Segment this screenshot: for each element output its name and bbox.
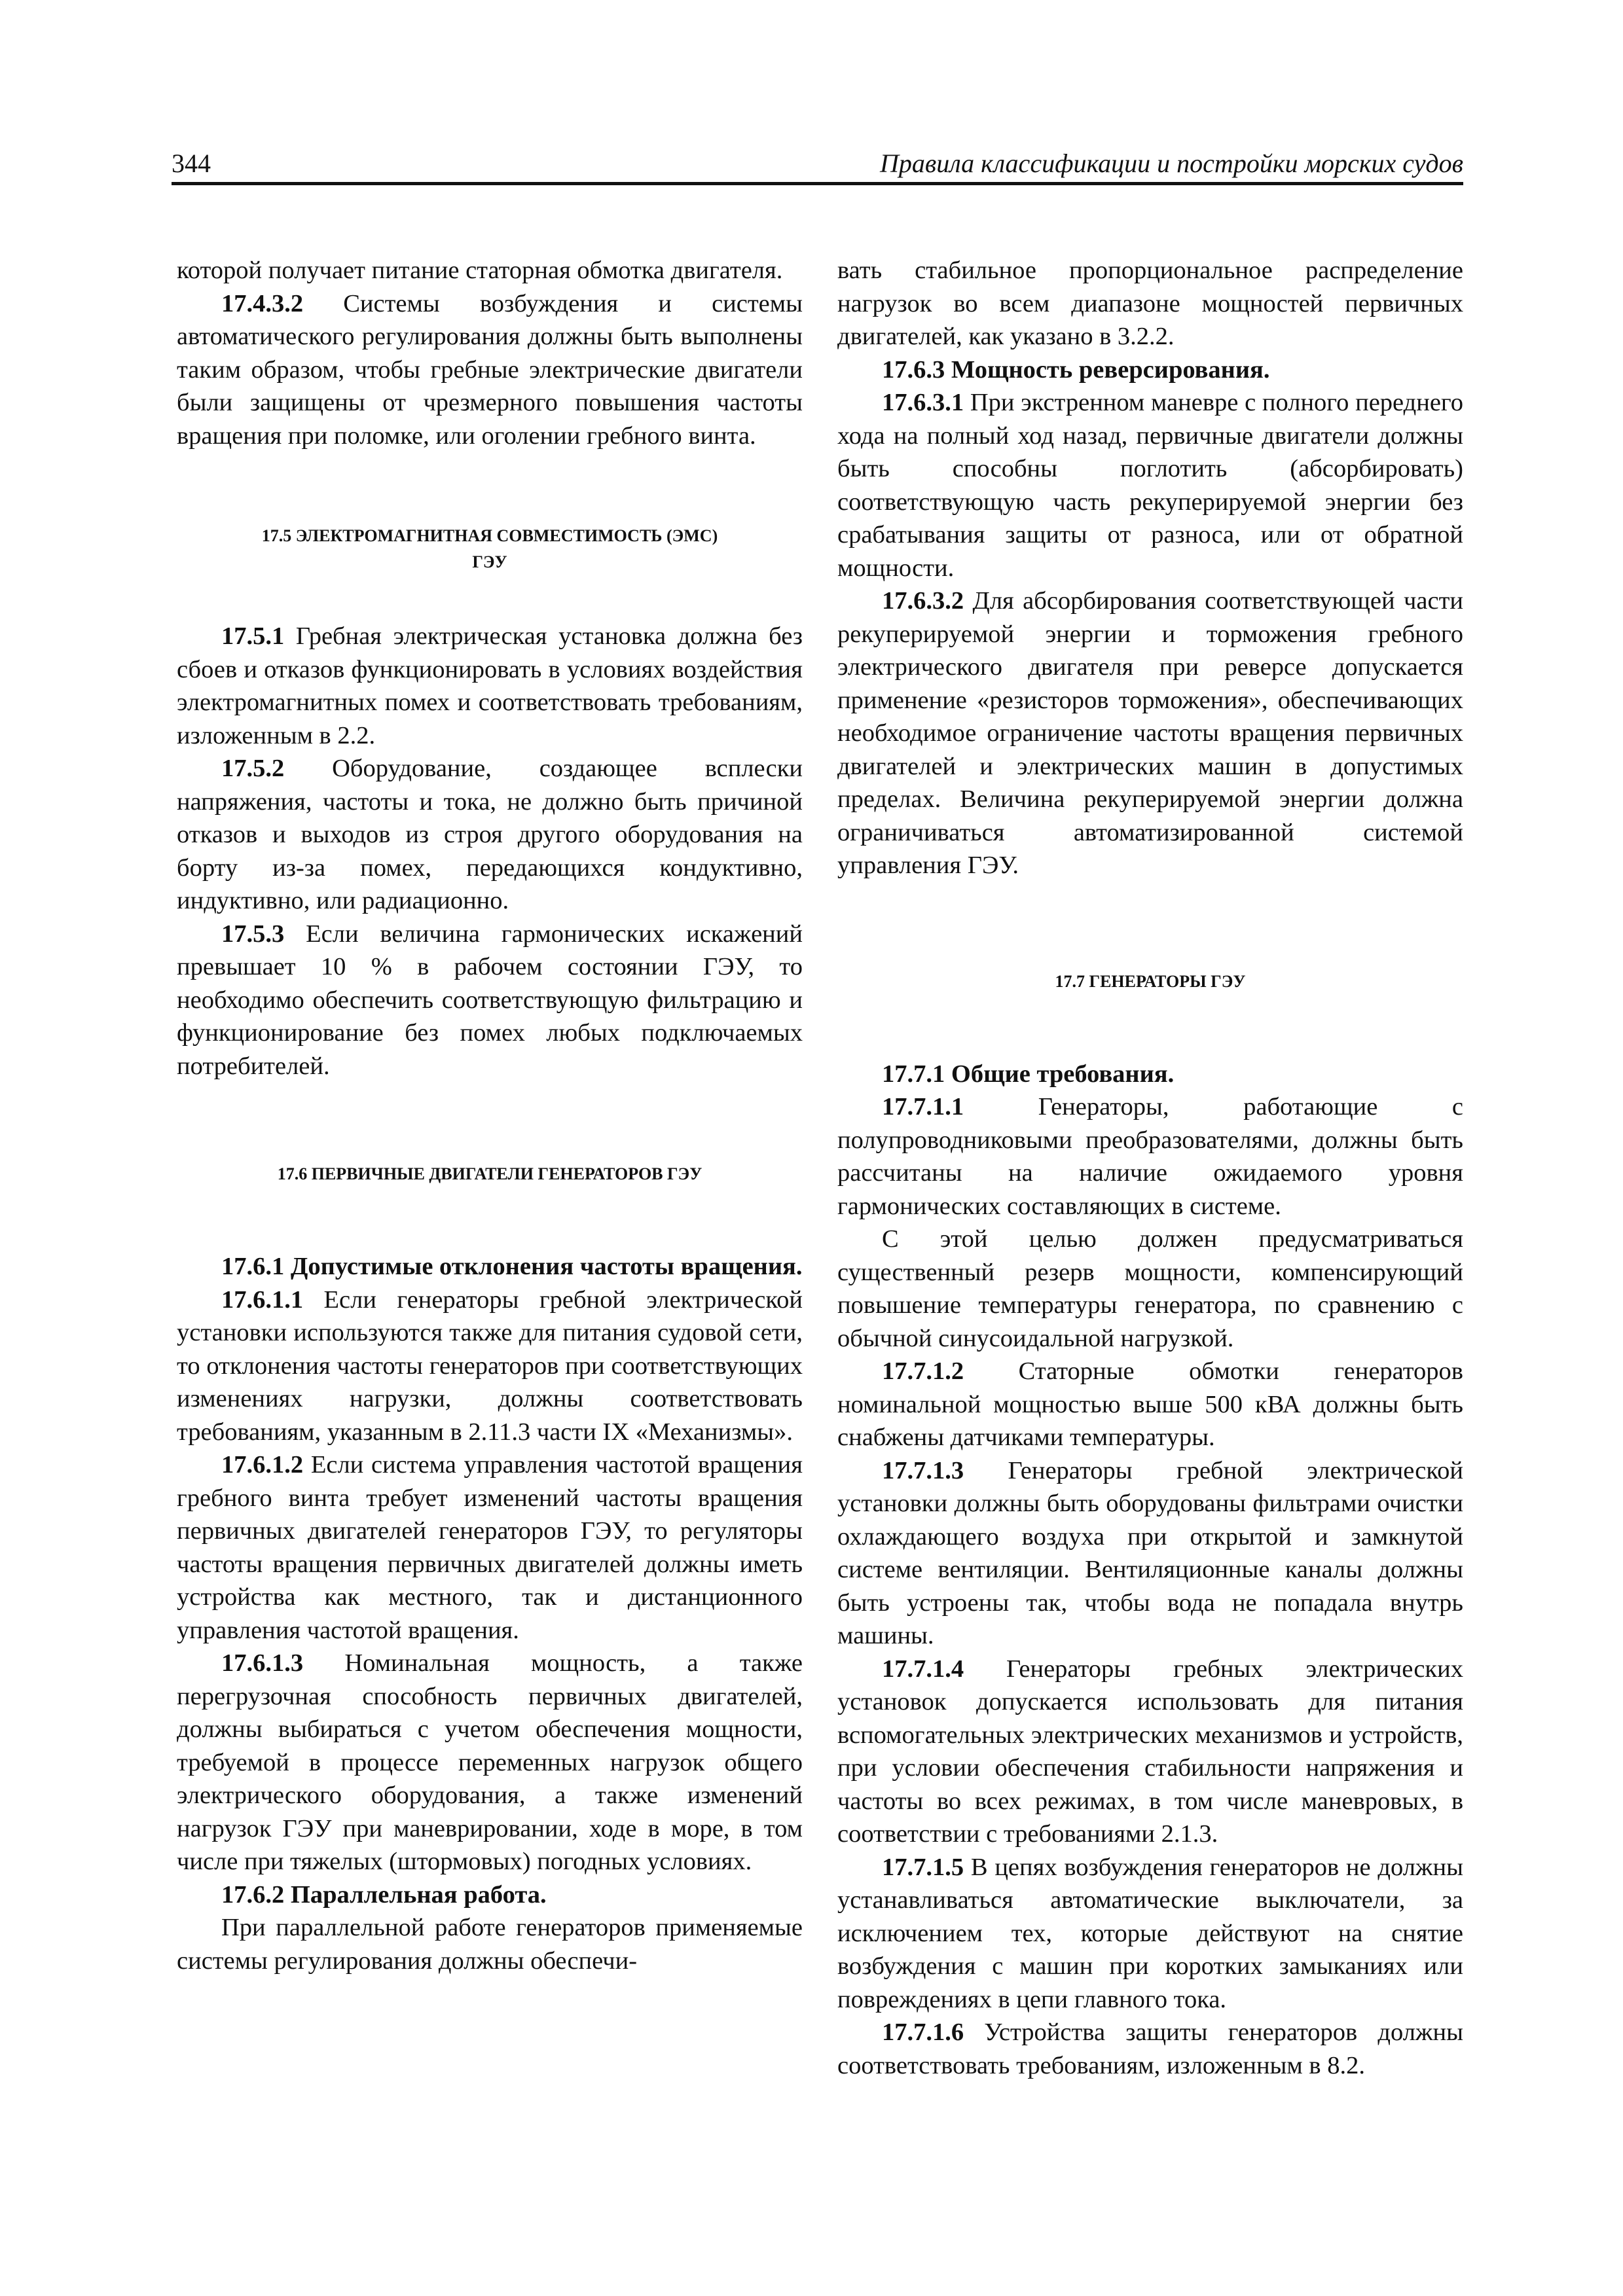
clause-number: 17.6.3.1 <box>882 389 964 416</box>
clause-17-6-1-1: 17.6.1.1 Если генераторы гребной электрической установки используются также для питания судовой сети, то отклонения частоты генераторов при соответствующих изменениях нагрузки, должны соответствовать требованиям, указанным в 2.11.3 части IX «Механизмы». <box>177 1285 803 1446</box>
clause-number: 17.4.3.2 <box>221 289 304 317</box>
clause-number: 17.7.1.5 <box>882 1853 964 1881</box>
section-heading-17-6: 17.6 ПЕРВИЧНЫЕ ДВИГАТЕЛИ ГЕНЕРАТОРОВ ГЭУ <box>277 1164 702 1183</box>
clause-17-5-3: 17.5.3 Если величина гармонических искажений превышает 10 % в рабочем состоянии ГЭУ, то необходимо обеспечить соответствующую фильтрацию и функционирование без помех любых подключаемых потребителей. <box>177 920 803 1080</box>
clause-number: 17.5.3 <box>221 920 285 948</box>
clause-17-6-1-2: 17.6.1.2 Если система управления частотой вращения гребного винта требует изменений частоты вращения первичных двигателей генераторов ГЭУ, то регуляторы частоты вращения первичных двигателей должны иметь устройства как местного, так и дистанционного управления частотой вращения. <box>177 1451 803 1644</box>
clause-17-7-1-6: 17.7.1.6 Устройства защиты генераторов должны соответствовать требованиям, изложенным в 8.2. <box>837 2018 1463 2079</box>
clause-17-6-3-2: 17.6.3.2 Для абсорбирования соответствующей части рекуперируемой энергии и торможения гребного электрического двигателя при реверсе допускается применение «резисторов торможения», обеспечивающих необходимое ограничение частоты вращения первичных двигателей и электрических машин в допустимых пределах. Величина рекуперируемой энергии должна ограничиваться автоматизированной системой управления ГЭУ. <box>837 587 1463 879</box>
clause-17-7-1-3: 17.7.1.3 Генераторы гребной электрической установки должны быть оборудованы фильтрами очистки охлаждающего воздуха при открытой и замкнутой системе вентиляции. Вентиляционные каналы должны быть устроены так, чтобы вода не попадала внутрь машины. <box>837 1456 1463 1649</box>
clause-17-6-1-3: 17.6.1.3 Номинальная мощность, а также перегрузочная способность первичных двигателей, должны выбираться с учетом обеспечения мощности, требуемой в процессе переменных нагрузок общего электрического оборудования, а также изменений нагрузок ГЭУ при маневрировании, ходе в море, в том числе при тяжелых (штормовых) погодных условиях. <box>177 1649 803 1875</box>
page-header <box>172 145 1463 185</box>
left-column <box>177 254 803 1977</box>
page-number: 344 <box>172 149 211 178</box>
section-heading-17-7: 17.7 ГЕНЕРАТОРЫ ГЭУ <box>1055 971 1246 991</box>
subsection-heading-17-6-3: 17.6.3 Мощность реверсирования. <box>882 355 1270 384</box>
clause-number: 17.6.1.3 <box>221 1649 304 1677</box>
clause-17-4-3-2: 17.4.3.2 Системы возбуждения и системы автоматического регулирования должны быть выполнены таким образом, чтобы гребные электрические двигатели были защищены от чрезмерного повышения частоты вращения при поломке, или оголении гребного винта. <box>177 289 803 450</box>
clause-number: 17.6.3.2 <box>882 587 964 615</box>
clause-17-5-2: 17.5.2 Оборудование, создающее всплески напряжения, частоты и тока, не должно быть причиной отказов и выходов из строя другого оборудования на борту из-за помех, передающихся кондуктивно, индуктивно, или радиационно. <box>177 755 803 914</box>
right-column <box>837 254 1463 2082</box>
subsection-heading-17-6-2: 17.6.2 Параллельная работа. <box>221 1880 547 1909</box>
section-heading-17-5: 17.5 ЭЛЕКТРОМАГНИТНАЯ СОВМЕСТИМОСТЬ (ЭМС) ГЭУ <box>261 526 718 571</box>
clause-17-7-1-1: 17.7.1.1 Генераторы, работающие с полупроводниковыми преобразователями, должны быть рассчитаны на наличие ожидаемого уровня гармонических составляющих в системе. <box>837 1093 1463 1220</box>
clause-number: 17.7.1.6 <box>882 2018 964 2046</box>
clause-number: 17.5.1 <box>221 622 285 650</box>
subsection-heading-17-7-1: 17.7.1 Общие требования. <box>882 1060 1175 1088</box>
clause-number: 17.6.1.2 <box>221 1451 304 1479</box>
clause-17-7-1-5: 17.7.1.5 В цепях возбуждения генераторов не должны устанавливаться автоматические выключатели, за исключением тех, которые действуют на снятие возбуждения с машин при коротких замыканиях или повреждениях в цепи главного тока. <box>837 1853 1463 2013</box>
clause-17-7-1-2: 17.7.1.2 Статорные обмотки генераторов номинальной мощностью выше 500 кВА должны быть снабжены датчиками температуры. <box>837 1357 1463 1451</box>
clause-17-5-1: 17.5.1 Гребная электрическая установка должна без сбоев и отказов функционировать в условиях воздействия электромагнитных помех и соответствовать требованиям, изложенным в 2.2. <box>177 622 803 749</box>
paragraph: При параллельной работе генераторов применяемые системы регулирования должны обеспечи- <box>177 1914 803 1975</box>
paragraph: С этой целью должен предусматриваться существенный резерв мощности, компенсирующий повышение температуры генератора, по сравнению с обычной синусоидальной нагрузкой. <box>837 1225 1463 1352</box>
clause-17-7-1-4: 17.7.1.4 Генераторы гребных электрических установок допускается использовать для питания вспомогательных электрических механизмов и устройств, при условии обеспечения стабильности напряжения и частоты во всех режимах, в том числе маневровых, в соответствии с требованиями 2.1.3. <box>837 1655 1463 1848</box>
clause-number: 17.7.1.2 <box>882 1357 964 1385</box>
running-title: Правила классификации и постройки морских судов <box>879 149 1463 178</box>
clause-number: 17.7.1.1 <box>882 1093 964 1121</box>
clause-17-6-3-1: 17.6.3.1 При экстренном маневре с полного переднего хода на полный ход назад, первичные двигатели должны быть способны поглотить (абсорбировать) соответствующую часть рекуперируемой энергии без срабатывания защиты от разноса, или от обратной мощности. <box>837 389 1463 582</box>
subsection-heading-17-6-1: 17.6.1 Допустимые отклонения частоты вращения. <box>221 1253 803 1280</box>
paragraph: которой получает питание статорная обмотка двигателя. <box>177 257 783 284</box>
clause-number: 17.7.1.3 <box>882 1456 964 1484</box>
clause-number: 17.6.1.1 <box>221 1285 304 1314</box>
clause-number: 17.7.1.4 <box>882 1655 964 1683</box>
paragraph: вать стабильное пропорциональное распределение нагрузок во всем диапазоне мощностей первичных двигателей, как указано в 3.2.2. <box>837 257 1463 350</box>
clause-number: 17.5.2 <box>221 755 285 782</box>
